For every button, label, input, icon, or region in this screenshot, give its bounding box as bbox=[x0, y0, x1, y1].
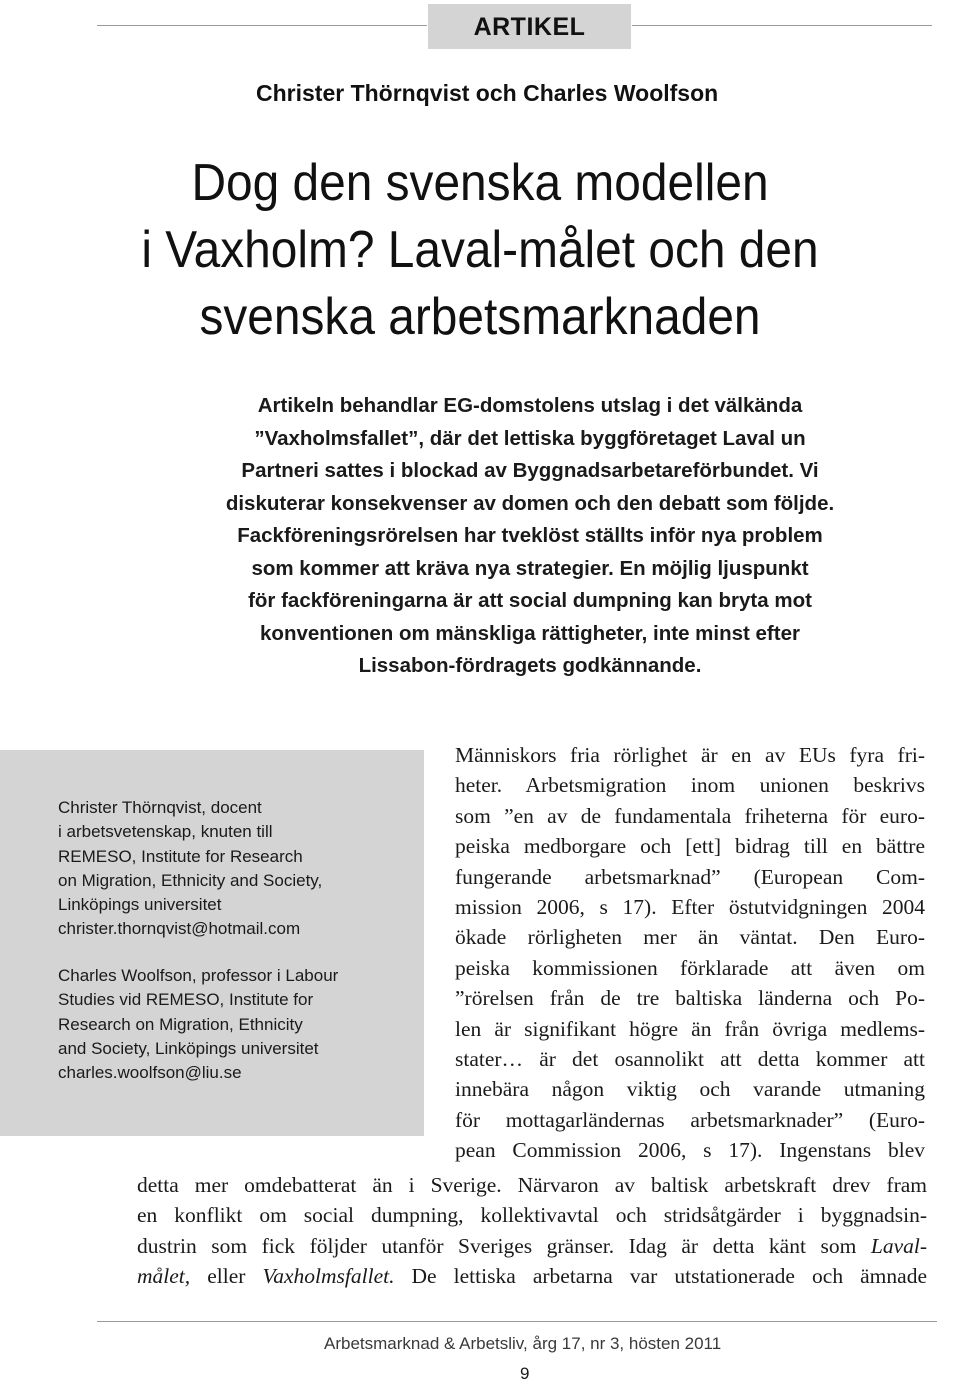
bio-line: and Society, Linköpings universitet bbox=[58, 1038, 319, 1058]
abstract-line: Fackföreningsrörelsen har tveklöst ställts inför nya problem bbox=[237, 524, 823, 547]
body-text-full bbox=[137, 1170, 927, 1292]
bio-line: i arbetsvetenskap, knuten till bbox=[58, 822, 273, 842]
page-number: 9 bbox=[520, 1364, 530, 1383]
body-segment: eller bbox=[190, 1264, 263, 1289]
section-label: ARTIKEL bbox=[428, 4, 631, 49]
bio-email: charles.woolfson@liu.se bbox=[58, 1063, 242, 1083]
article-abstract bbox=[150, 390, 910, 683]
abstract-line: Partneri sattes i blockad av Byggnadsarbetareförbundet. Vi bbox=[241, 459, 819, 482]
body-line: stater… är det osannolikt att detta kommer att bbox=[455, 1047, 925, 1072]
author-bio-thornqvist bbox=[58, 796, 408, 942]
header-rule-right bbox=[632, 25, 932, 26]
author-bio-woolfson bbox=[58, 964, 408, 1085]
article-title bbox=[121, 150, 839, 351]
bio-line: Linköpings universitet bbox=[58, 895, 222, 915]
body-italic-term: Laval- bbox=[870, 1233, 927, 1258]
article-authors: Christer Thörnqvist och Charles Woolfson bbox=[256, 80, 719, 106]
abstract-line: för fackföreningarna är att social dumpning kan bryta mot bbox=[248, 589, 812, 612]
body-line: ökade rörligheten mer än väntat. Den Euro- bbox=[455, 925, 925, 950]
footer-rule bbox=[97, 1321, 937, 1322]
bio-line: on Migration, Ethnicity and Society, bbox=[58, 870, 323, 890]
body-line: mission 2006, s 17). Efter östutvidgningen 2004 bbox=[455, 895, 925, 920]
body-segment: dustrin som fick följder utanför Sveriges gränser. Idag är detta känt som bbox=[137, 1233, 871, 1258]
bio-line: Charles Woolfson, professor i Labour bbox=[58, 966, 339, 985]
bio-email: christer.thornqvist@hotmail.com bbox=[58, 919, 301, 939]
header-rule-left bbox=[97, 25, 427, 26]
abstract-line: diskuterar konsekvenser av domen och den debatt som följde. bbox=[225, 491, 835, 515]
body-line: för mottagarländernas arbetsmarknader” (Euro- bbox=[455, 1107, 925, 1132]
journal-footer: Arbetsmarknad & Arbetsliv, årg 17, nr 3, hösten 2011 bbox=[324, 1334, 722, 1353]
body-line: peiska kommissionen förklarade att även om bbox=[455, 955, 925, 980]
bio-line: Christer Thörnqvist, docent bbox=[58, 798, 262, 817]
body-line: fungerande arbetsmarknad” (European Com- bbox=[455, 864, 925, 889]
abstract-line: ”Vaxholmsfallet”, där det lettiska byggföretaget Laval un bbox=[254, 426, 806, 450]
title-line: i Vaxholm? Laval-målet och den bbox=[141, 221, 819, 279]
body-line: innebära någon viktig och varande utmaning bbox=[455, 1077, 925, 1102]
body-line: en konflikt om social dumpning, kollektivavtal och stridsåtgärder i byggnadsin- bbox=[137, 1203, 927, 1228]
title-line: svenska arbetsmarknaden bbox=[199, 288, 761, 346]
body-line: som ”en av de fundamentala friheterna för euro- bbox=[455, 803, 925, 828]
body-line: detta mer omdebatterat än i Sverige. Närvaron av baltisk arbetskraft drev fram bbox=[137, 1173, 927, 1197]
body-italic-term: Vaxholmsfallet. bbox=[262, 1264, 395, 1289]
body-line bbox=[137, 1231, 927, 1261]
abstract-line: som kommer att kräva nya strategier. En möjlig ljuspunkt bbox=[251, 556, 809, 580]
abstract-line: Lissabon-fördragets godkännande. bbox=[358, 654, 702, 677]
bio-line: Research on Migration, Ethnicity bbox=[58, 1014, 303, 1034]
abstract-line: Artikeln behandlar EG-domstolens utslag i det välkända bbox=[257, 394, 803, 417]
abstract-line: konventionen om mänskliga rättigheter, inte minst efter bbox=[260, 621, 800, 645]
body-line: len är signifikant högre än från övriga medlems- bbox=[455, 1016, 925, 1041]
body-line bbox=[137, 1261, 927, 1291]
body-line: Människors fria rörlighet är en av EUs fyra fri- bbox=[455, 743, 925, 767]
body-segment: De lettiska arbetarna var utstationerade och ämnade bbox=[394, 1264, 927, 1289]
body-line: heter. Arbetsmigration inom unionen beskrivs bbox=[455, 773, 925, 798]
bio-line: Studies vid REMESO, Institute for bbox=[58, 990, 314, 1010]
body-text-column bbox=[455, 740, 925, 1166]
body-line: pean Commission 2006, s 17). Ingenstans blev bbox=[455, 1138, 925, 1163]
body-line: peiska medborgare och [ett] bidrag till en bättre bbox=[455, 834, 925, 859]
body-line: ”rörelsen från de tre baltiska länderna och Po- bbox=[455, 986, 925, 1011]
body-italic-term: målet, bbox=[137, 1264, 191, 1289]
title-line: Dog den svenska modellen bbox=[191, 154, 769, 212]
bio-line: REMESO, Institute for Research bbox=[58, 846, 303, 866]
